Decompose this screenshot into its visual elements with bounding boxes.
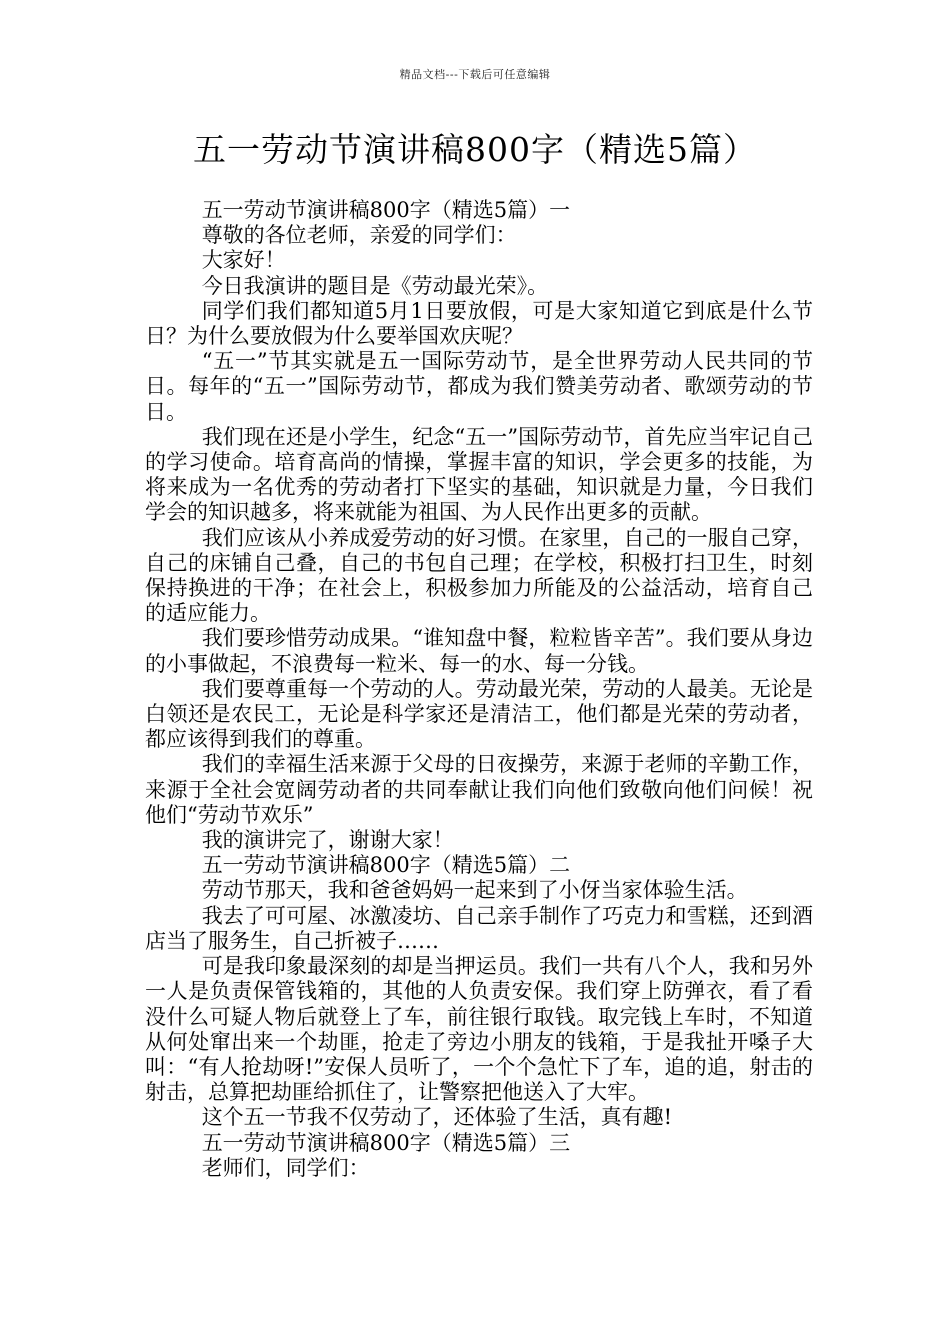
paragraph: 老师们，同学们： xyxy=(201,1155,370,1180)
paragraph: 大家好！ xyxy=(201,248,286,273)
page-header: 精品文档---下载后可任意编辑 xyxy=(399,68,551,81)
paragraph: 我们应该从小养成爱劳动的好习惯。在家里，自己的一服自己穿，自己的床铺自己叠，自己的书包自己理；在学校，积极打扫卫生，时刻保持换进的干净；在社会上，积极参加力所能及的公益活动，培育自己的适应能力。 xyxy=(145,525,813,626)
section-heading-3: 五一劳动节演讲稿800字（精选5篇）三 xyxy=(201,1130,571,1155)
paragraph: 可是我印象最深刻的却是当押运员。我们一共有八个人，我和另外一人是负责保管钱箱的，其他的人负责安保。我们穿上防弹衣，看了看没什么可疑人物后就登上了车，前往银行取钱。取完钱上车时，不知道从何处窜出来一个劫匪，抢走了旁边小朋友的钱箱，于是我扯开嗓子大叫：“有人抢劫呀!”安保人员听了，一个个急忙下了车，追的追，射击的射击，总算把劫匪给抓住了，让警察把他送入了大牢。 xyxy=(145,954,813,1105)
paragraph: “五一”节其实就是五一国际劳动节，是全世界劳动人民共同的节日。每年的“五一”国际劳动节，都成为我们赞美劳动者、歌颂劳动的节日。 xyxy=(145,349,813,424)
paragraph: 尊敬的各位老师，亲爱的同学们： xyxy=(201,223,517,248)
document-body xyxy=(145,198,813,1181)
paragraph: 我去了可可屋、冰激凌坊、自己亲手制作了巧克力和雪糕，还到酒店当了服务生，自己折被子…… xyxy=(145,903,813,953)
paragraph: 我们的幸福生活来源于父母的日夜操劳，来源于老师的辛勤工作，来源于全社会宽阔劳动者的共同奉献让我们向他们致敬向他们问候！祝他们“劳动节欢乐” xyxy=(145,752,813,827)
paragraph: 我的演讲完了，谢谢大家！ xyxy=(201,828,454,853)
paragraph: 劳动节那天，我和爸爸妈妈一起来到了小伢当家体验生活。 xyxy=(201,878,748,903)
paragraph: 这个五一节我不仅劳动了，还体验了生活，真有趣! xyxy=(201,1105,673,1130)
paragraph: 今日我演讲的题目是《劳动最光荣》。 xyxy=(201,273,549,298)
paragraph: 我们要尊重每一个劳动的人。劳动最光荣，劳动的人最美。无论是白领还是农民工，无论是科学家还是清洁工，他们都是光荣的劳动者，都应该得到我们的尊重。 xyxy=(145,676,813,752)
section-heading-1: 五一劳动节演讲稿800字（精选5篇）一 xyxy=(201,198,571,222)
paragraph: 同学们我们都知道5月1日要放假，可是大家知道它到底是什么节日？为什么要放假为什么要举国欢庆呢？ xyxy=(145,298,813,349)
document-title: 五一劳动节演讲稿800字（精选5篇） xyxy=(193,130,757,169)
paragraph: 我们要珍惜劳动成果。“谁知盘中餐，粒粒皆辛苦”。我们要从身边的小事做起，不浪费每一粒米、每一的水、每一分钱。 xyxy=(145,626,813,676)
paragraph: 我们现在还是小学生，纪念“五一”国际劳动节，首先应当牢记自己的学习使命。培育高尚的情操，掌握丰富的知识，学会更多的技能，为将来成为一名优秀的劳动者打下坚实的基础，知识就是力量，今日我们学会的知识越多，将来就能为祖国、为人民作出更多的贡献。 xyxy=(145,424,813,525)
section-heading-2: 五一劳动节演讲稿800字（精选5篇）二 xyxy=(201,853,571,878)
